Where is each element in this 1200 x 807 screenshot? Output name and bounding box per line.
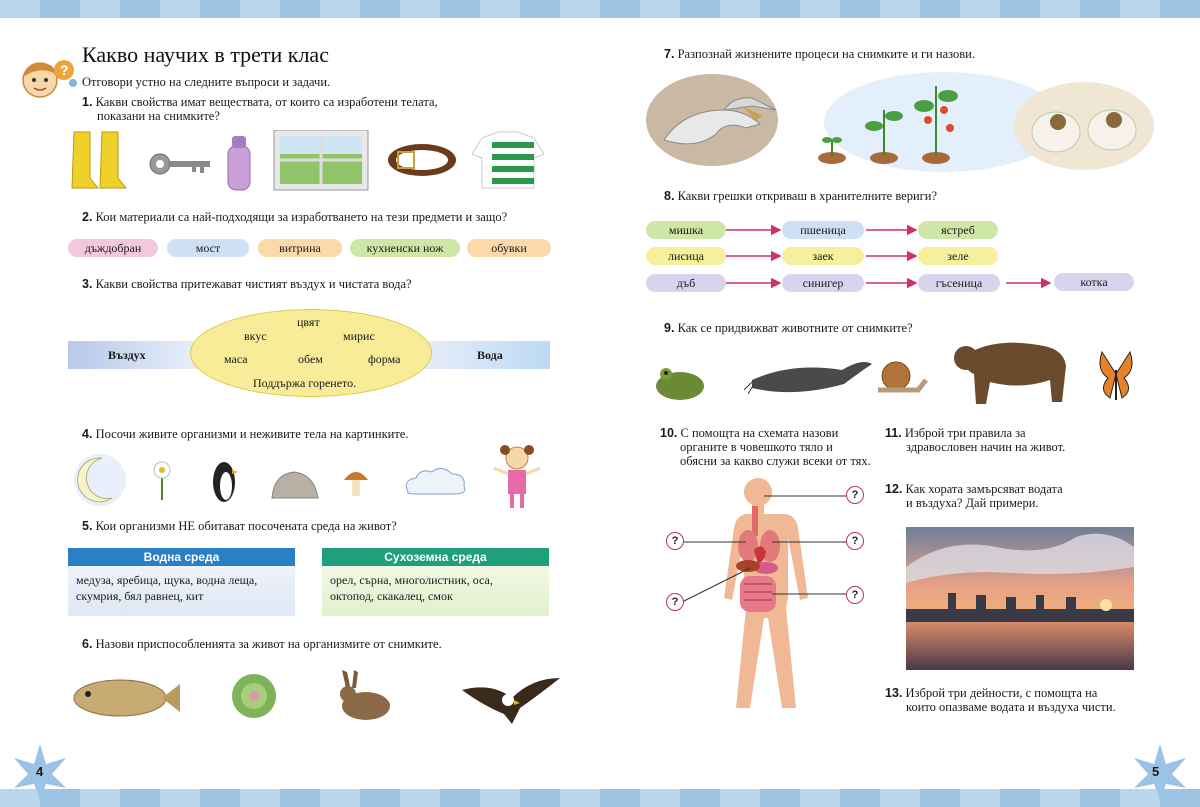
q6-number: 6.: [82, 637, 93, 651]
mushroom-image: [344, 472, 368, 496]
q9-text: Как се придвижват животните от снимките?: [677, 321, 913, 335]
property-smell: мирис: [343, 329, 375, 343]
girl-question-icon: [18, 58, 74, 100]
organ-marker-brain: ?: [846, 486, 864, 504]
page-number-left: 4: [36, 764, 44, 779]
air-pollution-photo: [906, 527, 1134, 670]
chain3-cat: котка: [1054, 273, 1134, 291]
striped-tshirt-image: [472, 132, 544, 188]
q5-number: 5.: [82, 519, 93, 533]
q11-number: 11.: [885, 426, 902, 440]
succulent-image: [232, 674, 276, 718]
key-image: [150, 154, 210, 174]
plastic-bottle-image: [228, 136, 250, 190]
chamomile-flower-image: [154, 462, 170, 500]
q8-text: Какви грешки откриваш в хранителните вериги?: [677, 189, 938, 203]
q2-text: Кои материали са най-подходящи за изработването на тези предмети и защо?: [95, 210, 508, 224]
heron-eating-fish-image: [646, 74, 778, 166]
chain2-hare: заек: [782, 247, 864, 265]
organ-marker-heart: ?: [846, 532, 864, 550]
page-title: Какво научих в трети клас: [82, 42, 329, 67]
q12-number: 12.: [885, 482, 903, 496]
land-organisms-line2: октопод, скакалец, смок: [330, 589, 453, 603]
hatching-turtles-image: [1014, 82, 1154, 170]
liver-organ: [736, 560, 760, 572]
q12-text-line2: и въздуха? Дай примери.: [906, 496, 1039, 510]
catfish-image: [744, 362, 872, 394]
property-mass: маса: [224, 352, 248, 366]
q5-text: Кои организми НЕ обитават посочената среда на живот?: [95, 519, 397, 533]
land-environment-header: Сухоземна среда: [322, 548, 549, 566]
water-organisms-line2: скумрия, бял равнец, кит: [76, 589, 204, 603]
left-lung-organ: [738, 530, 758, 562]
q2-number: 2.: [82, 210, 93, 224]
q7-number: 7.: [664, 47, 675, 61]
q11-text-line2: здравословен начин на живот.: [906, 440, 1066, 454]
page-number-right: 5: [1152, 764, 1160, 779]
q13-text-line2: които опазваме водата и въздуха чисти.: [906, 700, 1116, 714]
frog-image: [656, 368, 704, 400]
q4-pictures-row: [62, 440, 562, 518]
material-item-bridge: мост: [167, 239, 249, 257]
water-label: Вода: [477, 348, 503, 362]
bullet-dot: [68, 78, 78, 88]
material-item-kitchen-knife: кухненски нож: [350, 239, 460, 257]
bear-image: [954, 343, 1066, 404]
land-environment-box: [322, 566, 549, 616]
penguin-image: [213, 462, 238, 502]
property-shape: форма: [368, 352, 401, 366]
organ-marker-lungs-left: ?: [666, 532, 684, 550]
eagle-image: [462, 678, 560, 724]
trachea-organ: [752, 506, 758, 536]
q6-text: Назови приспособленията за живот на организмите от снимките.: [95, 637, 442, 651]
property-color: цвят: [297, 315, 320, 329]
material-item-raincoat: дъждобран: [68, 239, 158, 257]
intro-text: Отговори устно на следните въпроси и задачи.: [82, 75, 331, 89]
organ-marker-stomach: ?: [666, 593, 684, 611]
property-supports-burning: Поддържа горенето.: [253, 376, 357, 390]
q10-text-line3: обясни за какво служи всеки от тях.: [680, 454, 871, 468]
chain3-caterpillar: гъсеница: [918, 274, 1000, 292]
q7-text: Разпознай жизнените процеси на снимките и ги назови.: [677, 47, 975, 61]
q6-organisms-row: [62, 660, 562, 732]
q4-number: 4.: [82, 427, 93, 441]
property-volume: обем: [298, 352, 323, 366]
q13-text-line1: Изброй три дейности, с помощта на: [905, 686, 1098, 700]
cloud-image: [406, 468, 465, 494]
bottom-decorative-band: [0, 789, 1200, 807]
svg-text:?: ?: [60, 62, 69, 78]
q1-text-line2: показани на снимките?: [97, 109, 220, 123]
fish-image: [74, 680, 180, 716]
q12-text-line1: Как хората замърсяват водата: [905, 482, 1063, 496]
girl-doll-image: [494, 445, 540, 508]
q1-number: 1.: [82, 95, 93, 109]
water-organisms-line1: медуза, яребица, щука, водна леща,: [76, 573, 258, 587]
water-environment-header: Водна среда: [68, 548, 295, 566]
q4-text: Посочи живите организми и неживите тела на картинките.: [95, 427, 409, 441]
chain2-cabbage: зеле: [918, 247, 998, 265]
intestines-organ: [740, 576, 776, 612]
q1-objects-row: [62, 130, 562, 198]
q11-text-line1: Изброй три правила за: [904, 426, 1026, 440]
snail-image: [878, 362, 926, 390]
q10-text-line2: органите в човешкото тяло и: [680, 440, 833, 454]
q10-number: 10.: [660, 426, 678, 440]
q3-number: 3.: [82, 277, 93, 291]
q1-text-line1: Какви свойства имат веществата, от които са изработени телата,: [95, 95, 438, 109]
stone-image: [272, 472, 318, 498]
q10-text-line1: С помощта на схемата назови: [680, 426, 839, 440]
chain3-tit: синигер: [782, 274, 864, 292]
top-decorative-band: [0, 0, 1200, 18]
q9-number: 9.: [664, 321, 675, 335]
water-environment-box: [68, 566, 295, 616]
land-organisms-line1: орел, сърна, многолистник, оса,: [330, 573, 493, 587]
material-item-shoes: обувки: [467, 239, 551, 257]
chain1-mouse: мишка: [646, 221, 726, 239]
leather-belt-image: [388, 144, 456, 176]
q3-text: Какви свойства притежават чистият въздух и чистата вода?: [95, 277, 412, 291]
window-image: [274, 130, 368, 190]
moon-image: [74, 454, 126, 506]
chain1-hawk: ястреб: [918, 221, 998, 239]
human-body-diagram: [660, 476, 870, 740]
rubber-boots-image: [72, 132, 126, 188]
butterfly-image: [1100, 352, 1132, 400]
q9-animals-row: [648, 330, 1148, 412]
hare-image: [340, 670, 390, 720]
air-label: Въздух: [108, 348, 146, 362]
q8-number: 8.: [664, 189, 675, 203]
q13-number: 13.: [885, 686, 903, 700]
organ-marker-intestines: ?: [846, 586, 864, 604]
material-item-shop-window: витрина: [258, 239, 342, 257]
chain1-wheat: пшеница: [782, 221, 864, 239]
chain2-fox: лисица: [646, 247, 726, 265]
property-taste: вкус: [244, 329, 267, 343]
page-number-star-right: [1130, 742, 1190, 802]
q7-life-processes-row: [644, 70, 1154, 172]
chain3-oak: дъб: [646, 274, 726, 292]
